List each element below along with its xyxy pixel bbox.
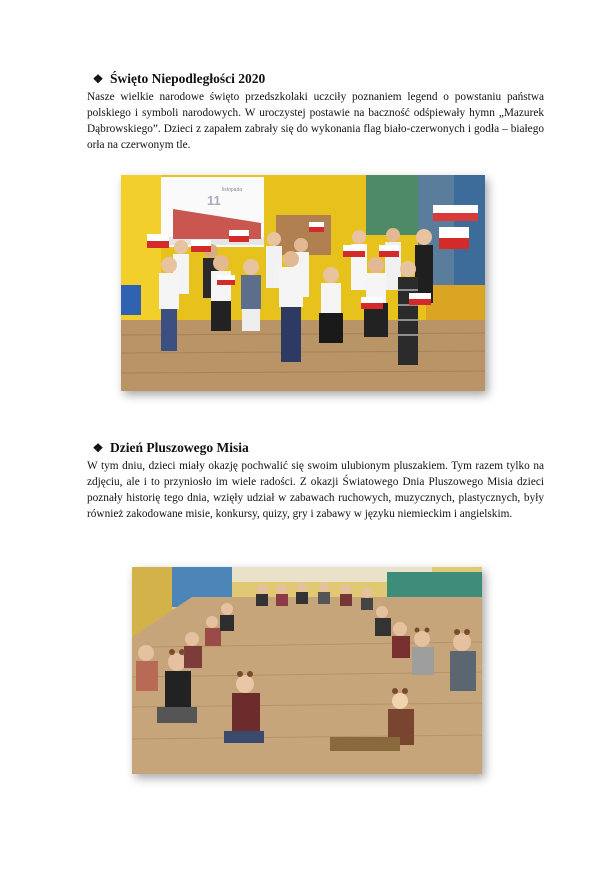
section-paragraph: W tym dniu, dzieci miały okazję pochwalić się swoim ulubionym pluszakiem. Tym razem tylko na zdjęciu, ale i to przyniosło im wiele radości. Z okazji Światowego Dnia Pluszowego Misia dzieci poznały historię tego dnia, wzięły udział w zabawach ruchowych, muzycznych, plastycznych, były również zakodowane misie, konkursy, quizy, gry i zabawy w języku niemieckim i angielskim.	[87, 460, 544, 520]
section-heading-teddy-bear-day	[92, 440, 249, 456]
screen-number: 11	[207, 193, 221, 208]
section-heading-independence-day	[92, 71, 265, 87]
section-title: Święto Niepodległości 2020	[110, 71, 266, 86]
section-title: Dzień Pluszowego Misia	[110, 440, 249, 455]
photo-children-sitting-in-circle	[132, 567, 482, 774]
photo-teddy-bear-day	[132, 567, 482, 774]
section-paragraph: Nasze wielkie narodowe święto przedszkolaki uczciły poznaniem legend o powstaniu państwa polskiego i symboli narodowych. W uroczystej postawie na baczność odśpiewały hymn „Mazurek Dąbrowskiego”. Dzieci z zapałem zabrały się do wykonania flag biało-czerwonych i godła – białego orła na czerwonym tle.	[87, 91, 544, 151]
photo-children-with-flags	[121, 175, 485, 391]
photo-independence-day	[121, 175, 485, 391]
diamond-bullet-icon: ❖	[92, 441, 104, 455]
screen-text: listopada	[222, 187, 243, 193]
diamond-bullet-icon: ❖	[92, 72, 104, 86]
